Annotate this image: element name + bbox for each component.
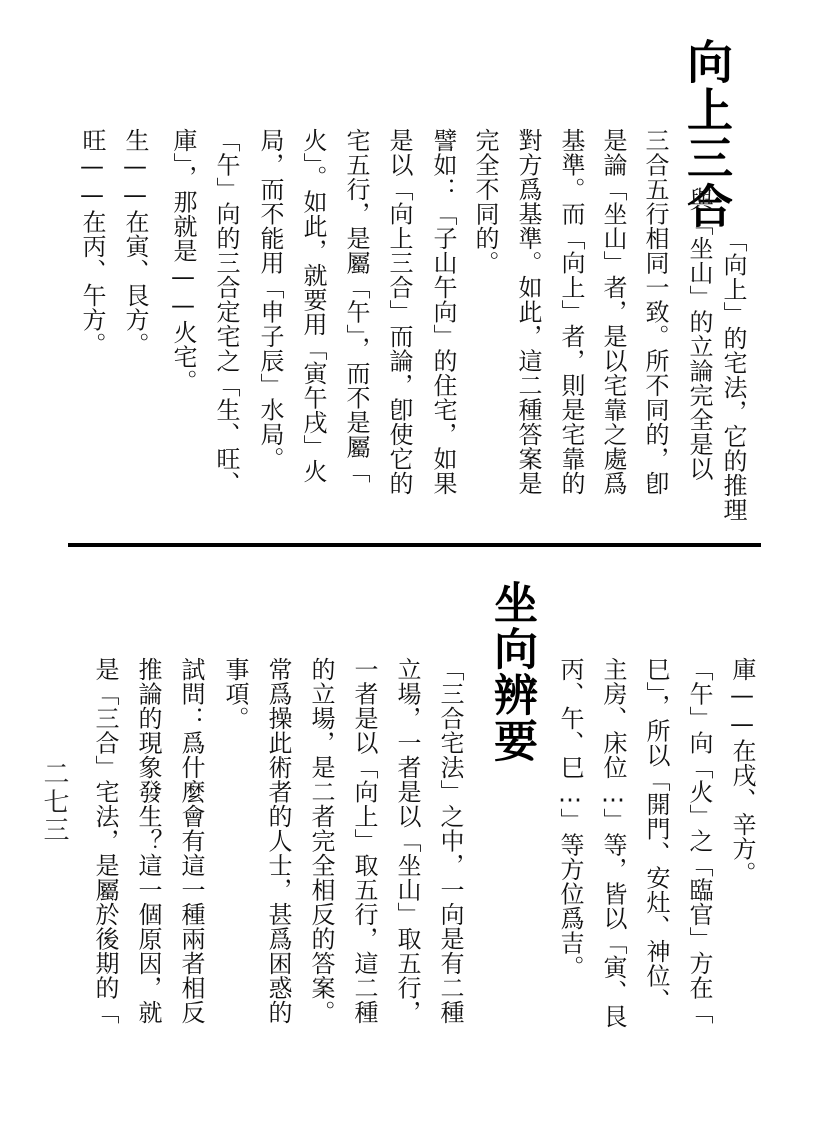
section2-column: 庫——在戌、辛方。 <box>728 657 756 886</box>
section1-column: 完全不同的。 <box>471 128 499 275</box>
section1-column: 是論「坐山」者，是以宅靠之處爲 <box>599 128 627 496</box>
section2-column: 主房、床位…」等，皆以「寅、艮 <box>599 657 627 1029</box>
section2-column: 巳」，所以「開門、安灶、神位、 <box>642 657 670 1013</box>
section1-column: 三合五行相同一致。所不同的，卽 <box>641 128 669 496</box>
section1-column: 與「坐山」的立論完全是以 <box>685 187 713 481</box>
section1-column: 旺——在丙、午方。 <box>78 128 106 357</box>
section2-column: 丙、午、巳…」等方位爲吉。 <box>556 657 584 980</box>
section2-column: 事項。 <box>221 657 249 731</box>
section1-column: 對方爲基準。如此，這二種答案是 <box>514 128 542 496</box>
section1-column: 譬如：「子山午向」的住宅，如果 <box>429 128 457 496</box>
section1-column: 是以「向上三合」而論，卽使它的 <box>385 128 413 496</box>
section1-column: 庫」，那就是——火宅。 <box>169 128 197 394</box>
section2-column: 是「三合」宅法，是屬於後期的「 <box>91 657 119 1025</box>
section2-column: 試問：爲什麼會有這一種兩者相反 <box>177 657 205 1025</box>
section1-column: 「向上」的宅法，它的推理 <box>719 228 747 522</box>
section-heading-xiangshang-sanhe: 向上三合 <box>680 38 734 230</box>
section1-column: 「午」向的三合定宅之「生、旺、 <box>212 128 240 496</box>
section1-column: 生——在寅、艮方。 <box>121 128 149 357</box>
page-number: 二七三 <box>39 760 69 844</box>
section2-column: 立場，一者是以「坐山」取五行， <box>393 657 421 1025</box>
section1-column: 火」。如此，就要用「寅午戌」火 <box>299 128 327 484</box>
section2-column: 「三合宅法」之中，一向是有二種 <box>436 657 464 1025</box>
section-heading-zuoxiang-bianyao: 坐向辨要 <box>486 580 537 764</box>
section-divider <box>68 543 761 547</box>
section2-column: 的立場，是二者完全相反的答案。 <box>307 657 335 1025</box>
section2-column: 「午」向「火」之「臨官」方在「 <box>685 657 713 1025</box>
section1-column: 局，而不能用「申子辰」水局。 <box>256 128 284 471</box>
section2-column: 常爲操此術者的人士，甚爲困惑的 <box>264 657 292 1025</box>
section2-column: 一者是以「向上」取五行，這二種 <box>350 657 378 1025</box>
section1-column: 基準。而「向上」者，則是宅靠的 <box>557 128 585 496</box>
section2-column: 推論的現象發生？這一個原因，就 <box>134 657 162 1025</box>
section1-column: 宅五行，是屬「午」，而不是屬「 <box>342 128 370 484</box>
